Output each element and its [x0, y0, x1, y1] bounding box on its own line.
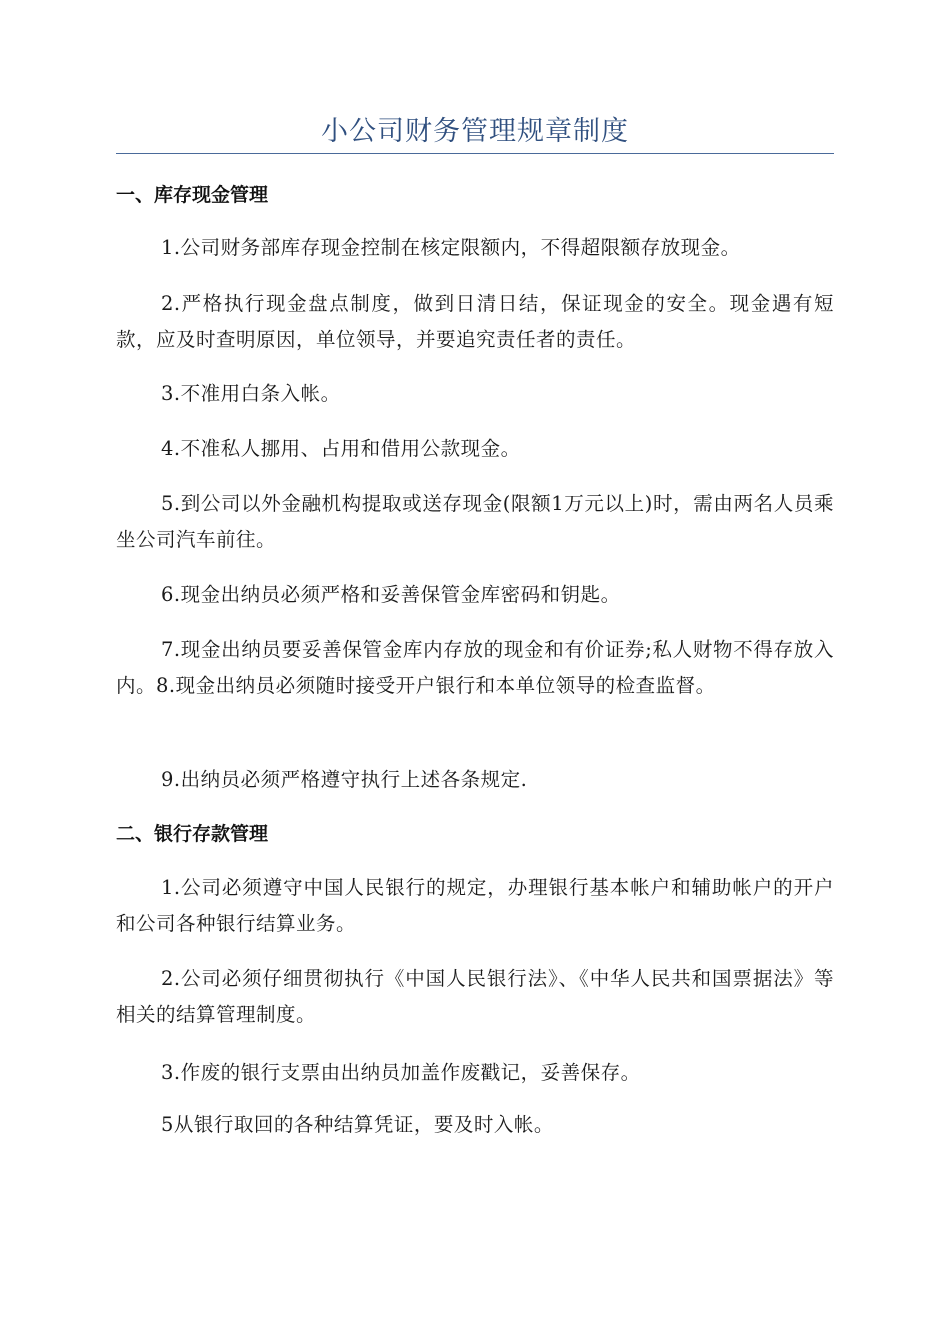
paragraph: 4.不准私人挪用、占用和借用公款现金。: [161, 437, 521, 460]
paragraph: 2.严格执行现金盘点制度，做到日清日结，保证现金的安全。现金遇有短款，应及时查明原因，单位领导，并要追究责任者的责任。: [116, 292, 834, 351]
paragraph: 6.现金出纳员必须严格和妥善保管金库密码和钥匙。: [161, 583, 621, 606]
paragraph: 3.不准用白条入帐。: [161, 382, 341, 405]
paragraph: 5从银行取回的各种结算凭证，要及时入帐。: [161, 1113, 554, 1136]
paragraph: 9.出纳员必须严格遵守执行上述各条规定.: [161, 768, 528, 791]
paragraph: 1.公司必须遵守中国人民银行的规定，办理银行基本帐户和辅助帐户的开户和公司各种银行结算业务。: [116, 876, 834, 935]
paragraph: 5.到公司以外金融机构提取或送存现金(限额1万元以上)时，需由两名人员乘坐公司汽车前往。: [116, 492, 834, 551]
paragraph: 7.现金出纳员要妥善保管金库内存放的现金和有价证券;私人财物不得存放入内。8.现金出纳员必须随时接受开户银行和本单位领导的检查监督。: [116, 638, 834, 697]
paragraph: 3.作废的银行支票由出纳员加盖作废戳记，妥善保存。: [161, 1061, 641, 1084]
paragraph: 2.公司必须仔细贯彻执行《中国人民银行法》、《中华人民共和国票据法》等相关的结算管理制度。: [116, 967, 834, 1026]
section-heading-cash: 一、库存现金管理: [116, 184, 269, 206]
title-underline: [116, 153, 834, 154]
paragraph: 1.公司财务部库存现金控制在核定限额内，不得超限额存放现金。: [161, 236, 741, 259]
section-heading-bank: 二、银行存款管理: [116, 823, 269, 845]
document-title: 小公司财务管理规章制度: [321, 116, 629, 147]
